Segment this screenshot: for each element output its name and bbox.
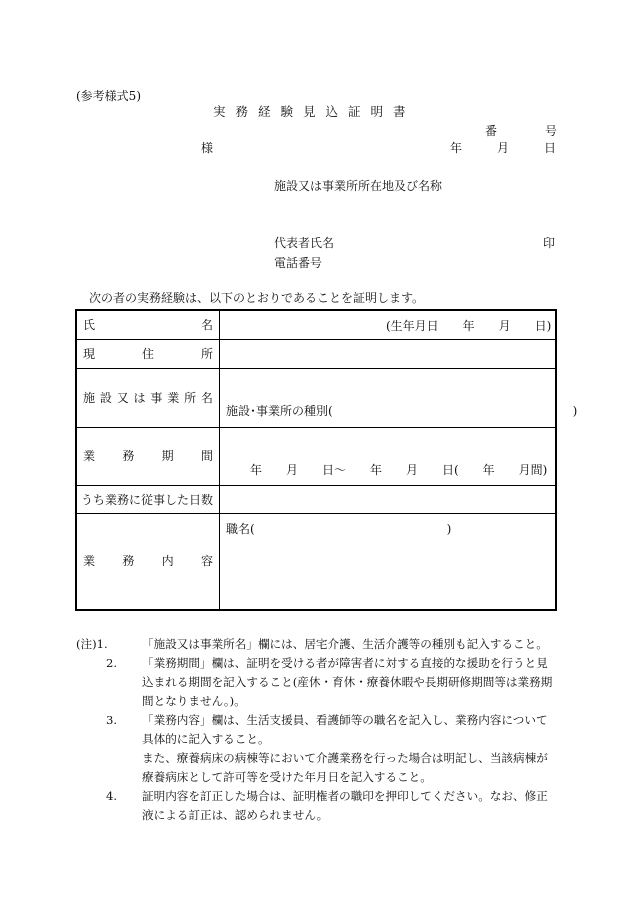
facility-type-field: 施設･事業所の種別( ) (226, 403, 578, 418)
note-item: (注)1. 「施設又は事業所名」欄には、居宅介護、生活介護等の種別も記入すること。 (76, 637, 548, 651)
certification-statement: 次の者の実務経験は、以下のとおりであることを証明します。 (89, 291, 425, 305)
issue-date: 年 月 日 (450, 141, 556, 155)
working-days-field[interactable] (220, 485, 557, 513)
notes-section (76, 635, 556, 825)
job-content-label: 業 務 内 容 (76, 513, 220, 610)
table-row (76, 513, 556, 610)
name-field[interactable] (220, 310, 557, 339)
addressee-suffix: 様 (201, 141, 214, 155)
facility-location-label: 施設又は事業所所在地及び名称 (274, 179, 443, 193)
note-item: 3. 「業務内容」欄は、生活支援員、看護師等の職名を記入し、業務内容について具体的に記入すること。 また、療養病床の病棟等において介護業務を行った場合は明記し、当該病棟が療養病床として許可等を受けた年月日を記入すること。 (106, 713, 548, 784)
birthdate-placeholder: (生年月日 年 月 日) (386, 319, 552, 333)
note-item: 2. 「業務期間」欄は、証明を受ける者が障害者に対する直接的な援助を行うと見込まれる期間を記入すること(産休・育休・療養休暇や長期研修期間等は業務期間となりません。)。 (106, 656, 553, 708)
representative-label: 代表者氏名 (274, 236, 335, 250)
work-period-label: 業 務 期 間 (76, 427, 220, 485)
table-row (76, 339, 556, 368)
phone-label: 電話番号 (274, 256, 323, 270)
job-title-field: 職名( ) (226, 521, 452, 536)
work-period-field[interactable] (220, 427, 557, 485)
address-label: 現 住 所 (76, 339, 220, 368)
address-field[interactable] (220, 339, 557, 368)
work-period-range: 年 月 日〜 年 月 日( 年 月間) (250, 462, 548, 477)
table-row (76, 427, 556, 485)
table-row (76, 485, 556, 513)
number-field: 番 号 (485, 124, 557, 138)
note-item: 4. 証明内容を訂正した場合は、証明権者の職印を押印してください。なお、修正液による訂正は、認められません。 (106, 789, 548, 822)
table-row (76, 368, 556, 427)
certificate-table (75, 309, 578, 611)
facility-name-field[interactable] (220, 368, 578, 427)
job-content-field[interactable] (220, 513, 557, 610)
facility-name-label: 施 設 又 は 事 業 所 名 (76, 368, 220, 427)
seal-mark: 印 (543, 236, 556, 250)
name-label: 氏 名 (76, 310, 220, 339)
form-reference: (参考様式5) (76, 89, 141, 103)
table-row (76, 310, 556, 339)
document-title: 実務経験見込証明書 (213, 104, 416, 119)
working-days-label: うち業務に従事した日数 (76, 485, 220, 513)
